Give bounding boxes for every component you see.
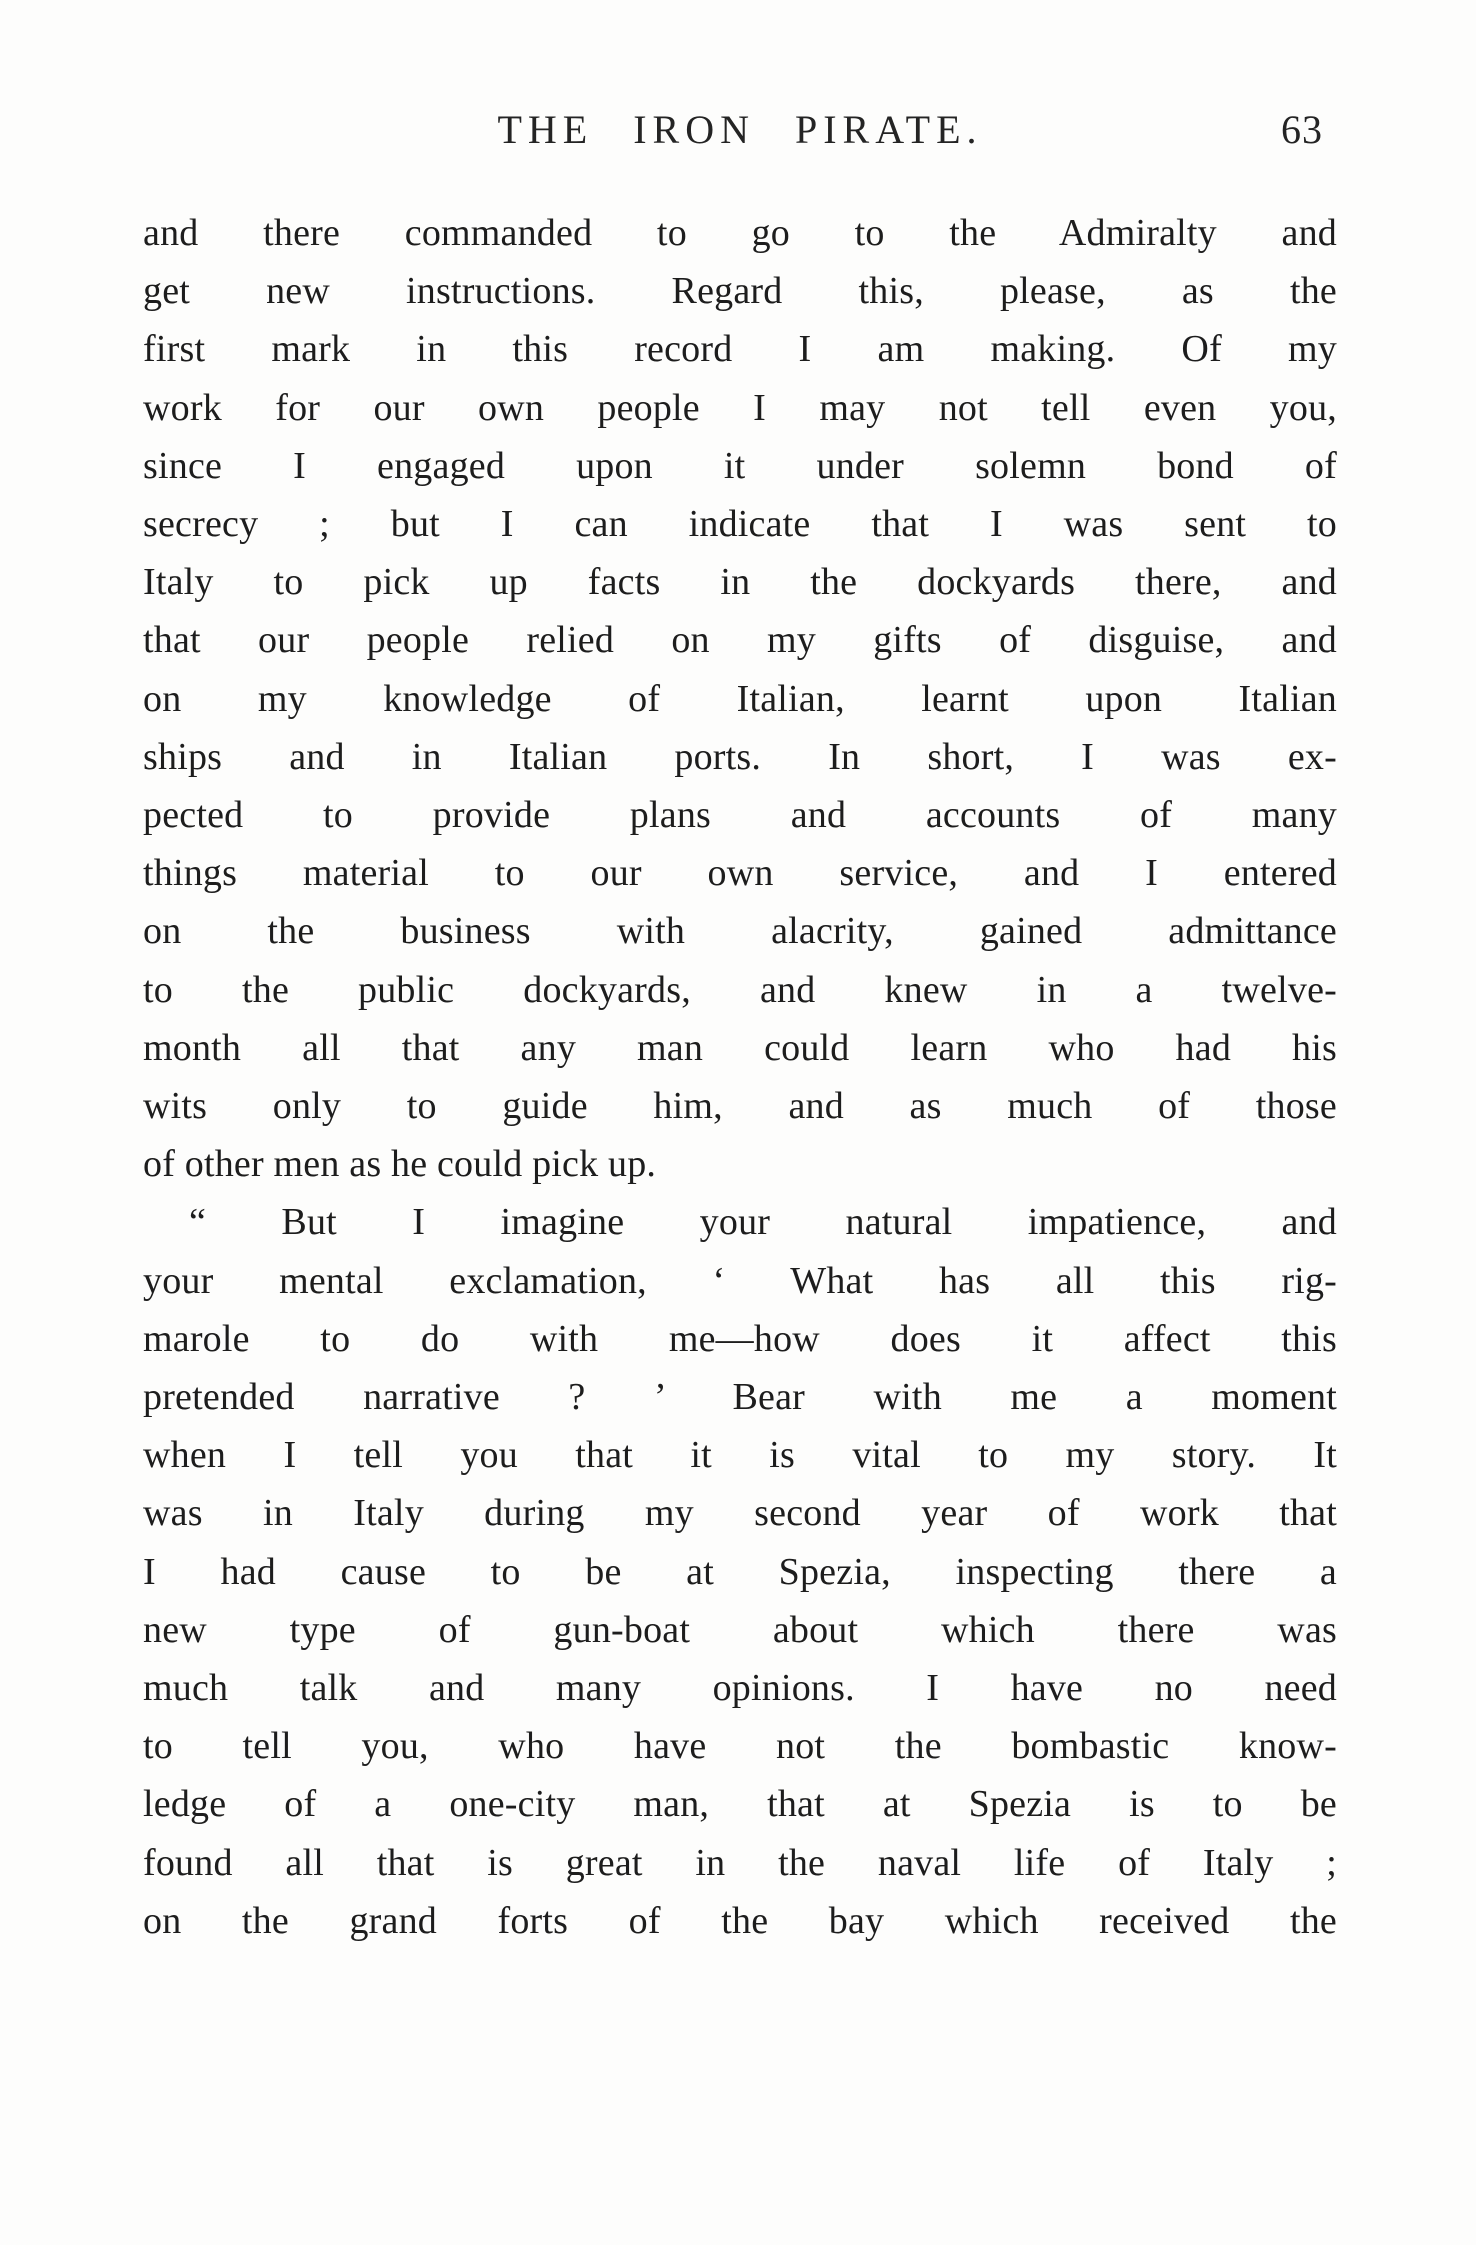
text-line: your mental exclamation, ‘ What has all this rig- <box>143 1259 1337 1302</box>
text-line: work for our own people I may not tell even you, <box>143 386 1337 429</box>
text-line: pretended narrative ? ’ Bear with me a moment <box>143 1376 1337 1419</box>
text-line: much talk and many opinions. I have no need <box>143 1667 1337 1710</box>
text-line: and there commanded to go to the Admiralty and <box>143 212 1337 254</box>
text-line: “ But I imagine your natural impatience, and <box>189 1201 1337 1244</box>
text-line: that our people relied on my gifts of disguise, and <box>143 619 1337 662</box>
running-title: THE IRON PIRATE. <box>497 107 983 152</box>
text-line: first mark in this record I am making. Of my <box>143 328 1337 371</box>
text-line: marole to do with me—how does it affect this <box>143 1317 1337 1360</box>
text-line: Italy to pick up facts in the dockyards there, and <box>143 561 1337 604</box>
text-line: since I engaged upon it under solemn bond of <box>143 444 1337 487</box>
text-line: month all that any man could learn who had his <box>143 1026 1337 1069</box>
text-line: to tell you, who have not the bombastic know- <box>143 1725 1337 1768</box>
text-line: get new instructions. Regard this, please, as the <box>143 270 1337 313</box>
text-line: new type of gun-boat about which there was <box>143 1608 1337 1651</box>
text-line: on the business with alacrity, gained admittance <box>143 910 1337 953</box>
paragraph-2 <box>143 1193 1337 1950</box>
text-line: on the grand forts of the bay which received the <box>143 1899 1337 1942</box>
text-line: found all that is great in the naval life of Italy ; <box>143 1841 1337 1884</box>
text-line: pected to provide plans and accounts of many <box>143 794 1337 837</box>
page-header <box>143 106 1337 164</box>
text-line: secrecy ; but I can indicate that I was sent to <box>143 503 1337 546</box>
text-line: of other men as he could pick up. <box>143 1143 657 1186</box>
text-line: I had cause to be at Spezia, inspecting there a <box>143 1550 1337 1593</box>
paragraph-1 <box>143 204 1337 1193</box>
text-line: on my knowledge of Italian, learnt upon Italian <box>143 677 1337 720</box>
text-line: wits only to guide him, and as much of those <box>143 1085 1337 1128</box>
text-line: ledge of a one-city man, that at Spezia is to be <box>143 1783 1337 1826</box>
text-line: when I tell you that it is vital to my story. It <box>143 1434 1337 1477</box>
text-line: ships and in Italian ports. In short, I was ex- <box>143 735 1337 778</box>
text-line: things material to our own service, and I entered <box>143 852 1337 895</box>
page-number: 63 <box>1281 107 1323 152</box>
text-line: to the public dockyards, and knew in a twelve- <box>143 968 1337 1011</box>
page-body <box>143 204 1337 1950</box>
text-line: was in Italy during my second year of work that <box>143 1492 1337 1535</box>
